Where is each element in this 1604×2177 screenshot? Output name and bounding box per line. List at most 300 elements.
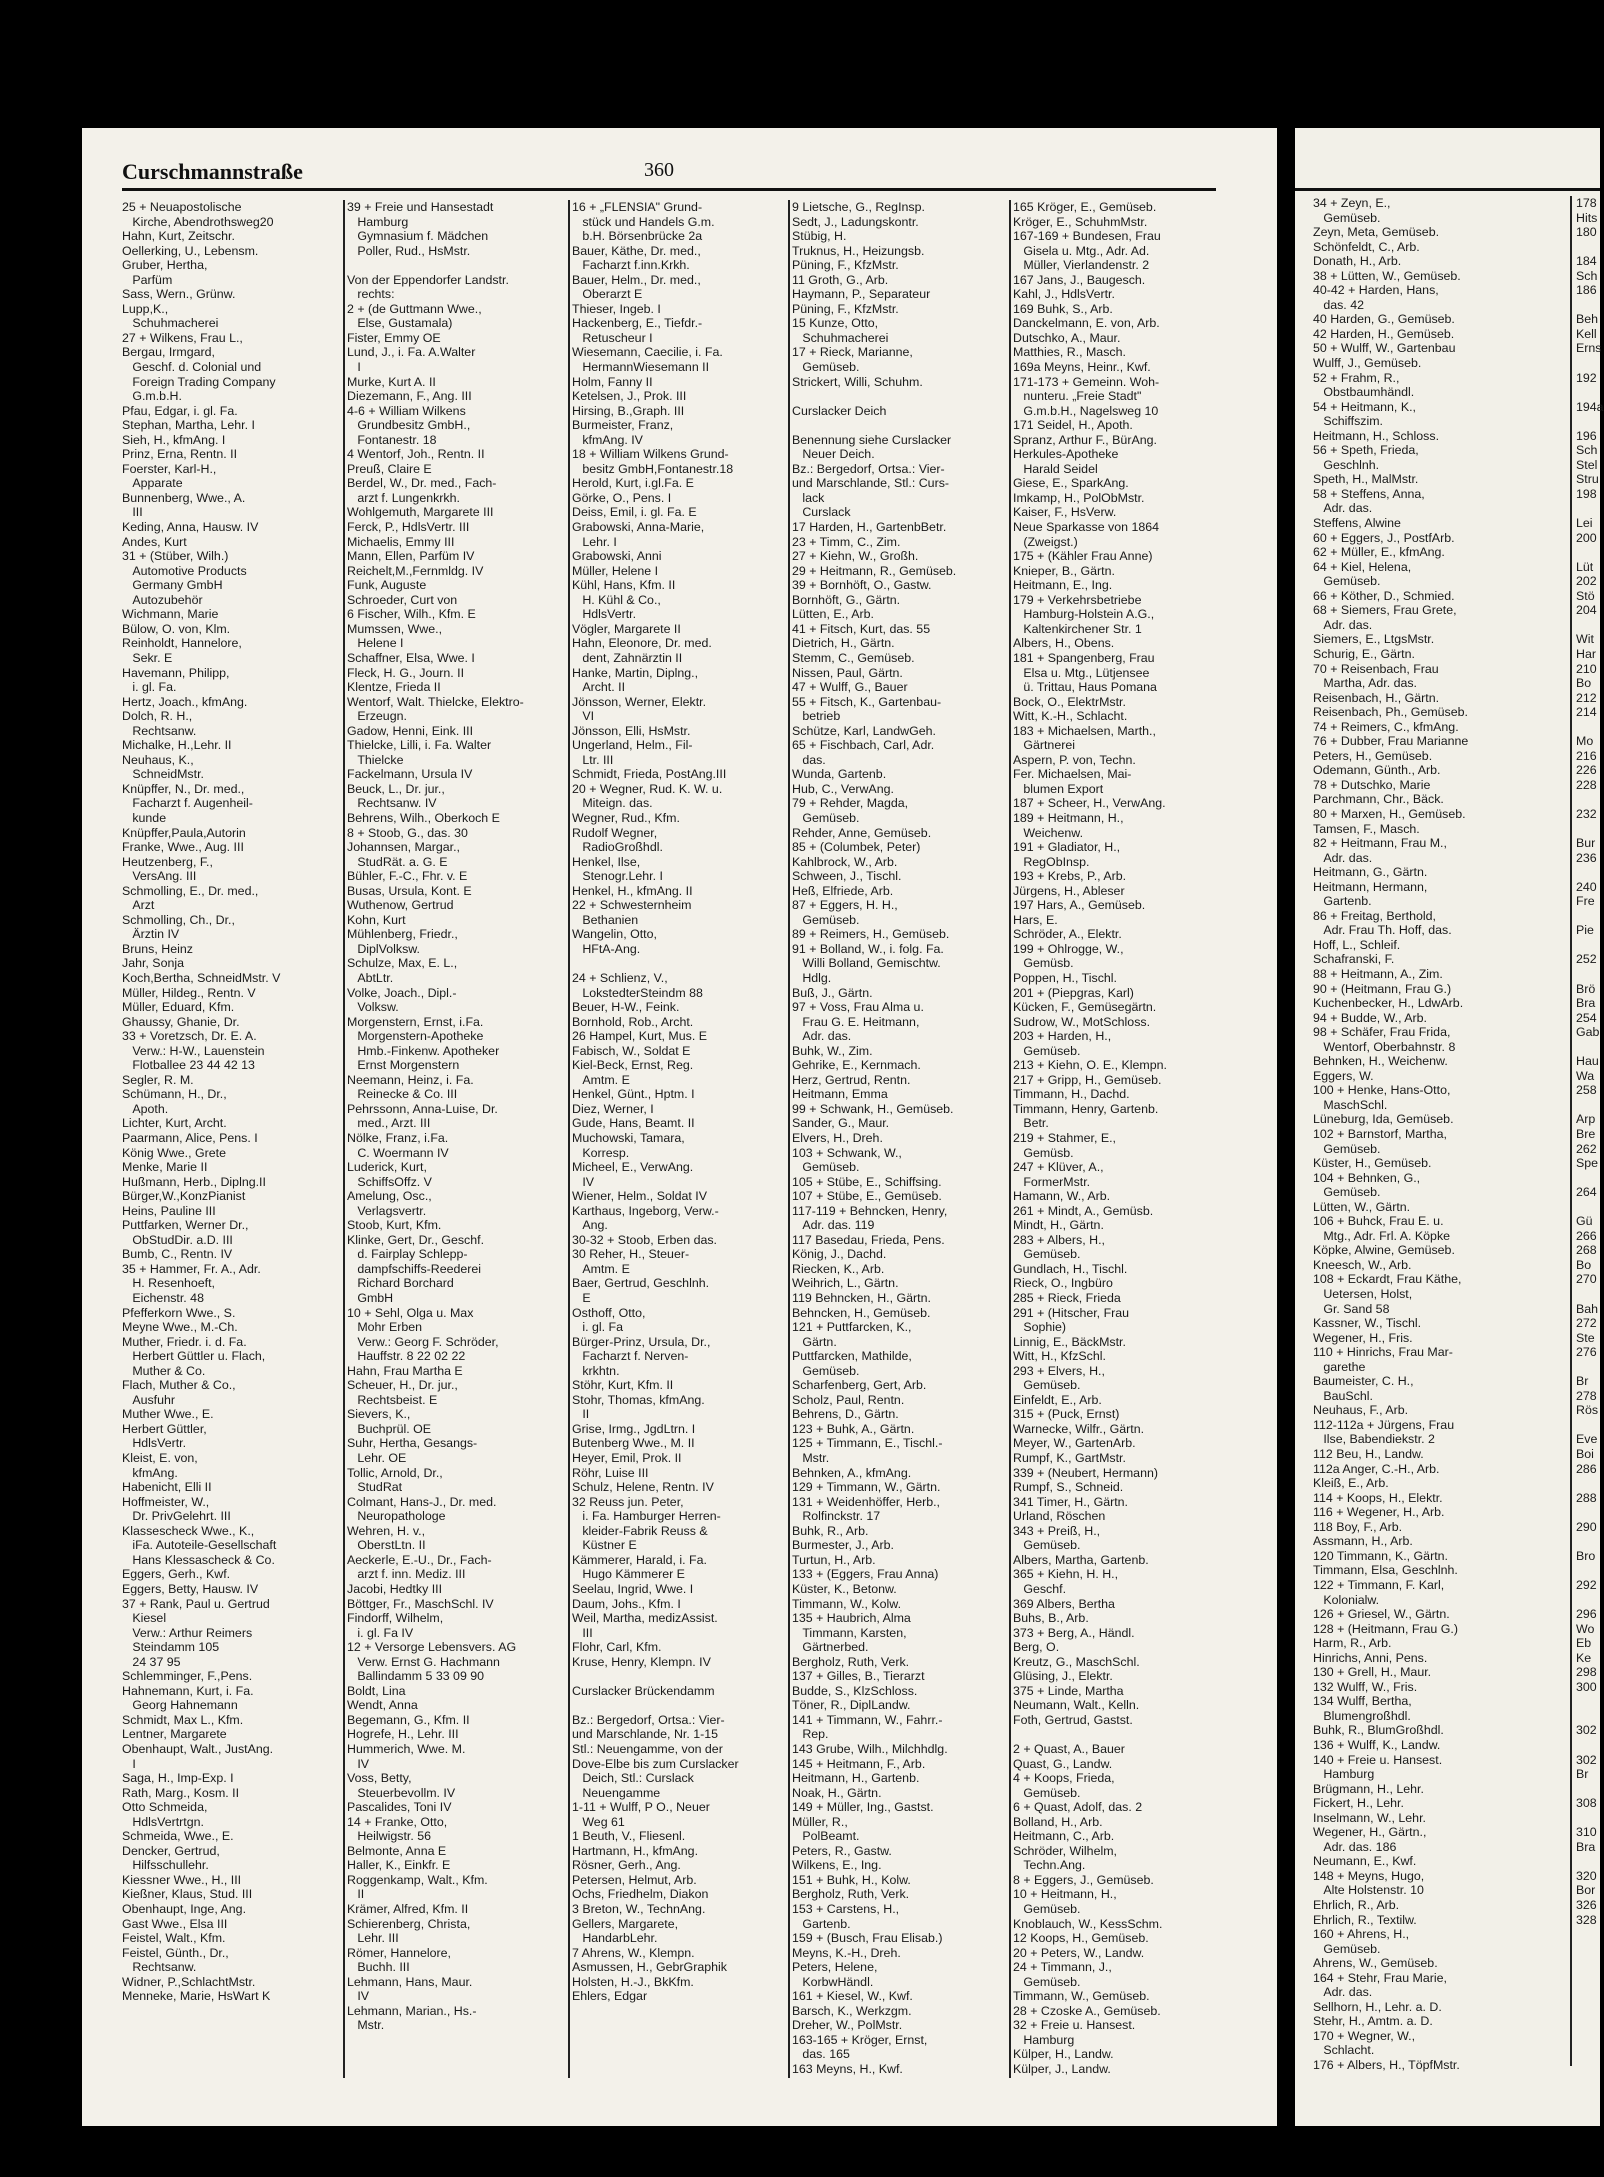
directory-entry: Bock, O., ElektrMstr. [1013, 694, 1126, 709]
directory-entry: Heilwigstr. 56 [347, 1829, 432, 1844]
directory-entry: blumen Export [1013, 781, 1104, 796]
directory-entry: Schafranski, F. [1313, 952, 1395, 967]
directory-column-1 [122, 200, 342, 2080]
directory-entry: Röhr, Luise III [572, 1465, 649, 1480]
directory-entry: Lüt [1576, 559, 1594, 574]
directory-entry: Obenhaupt, Inge, Ang. [122, 1901, 247, 1916]
directory-entry: Rösner, Gerh., Ang. [572, 1858, 681, 1873]
directory-entry: Behrens, D., Gärtn. [792, 1407, 899, 1422]
directory-entry: Schlemminger, F.,Pens. [122, 1669, 253, 1684]
directory-entry: 320 [1576, 1868, 1597, 1883]
directory-entry: Römer, Hannelore, [347, 1945, 451, 1960]
directory-entry: Helene I [347, 636, 404, 651]
directory-entry: Murke, Kurt A. II [347, 374, 436, 389]
directory-entry: Diez, Werner, I [572, 1101, 654, 1116]
directory-entry: I [122, 1756, 136, 1771]
directory-entry: Schmeida, Wwe., E. [122, 1829, 234, 1844]
directory-entry: Kleist, E. von, [122, 1451, 198, 1466]
directory-entry: Sekr. E [122, 650, 173, 665]
directory-entry: 7 Ahrens, W., Klempn. [572, 1945, 695, 1960]
directory-entry: Grundbesitz GmbH., [347, 418, 471, 433]
directory-entry: Hamburg [1013, 2032, 1075, 2047]
directory-entry: 106 + Buhck, Frau E. u. [1313, 1214, 1444, 1229]
directory-entry: 29 + Heitmann, R., Gemüseb. [792, 563, 957, 578]
directory-entry: Kießner, Klaus, Stud. III [122, 1887, 253, 1902]
directory-entry: 91 + Bolland, W., i. folg. Fa. [792, 941, 944, 956]
directory-entry: GmbH [347, 1291, 394, 1306]
directory-entry: Else, Gustamala) [347, 316, 453, 331]
directory-entry: Obenhaupt, Walt., JustAng. [122, 1741, 274, 1756]
directory-entry: Neuhaus, K., [122, 752, 194, 767]
street-heading: Curschmannstraße [122, 159, 303, 184]
directory-entry: Heitmann, Hermann, [1313, 879, 1428, 894]
directory-entry: Peters, H., Gemüseb. [1313, 748, 1433, 763]
directory-entry: Willi Bolland, Gemischtw. [792, 956, 941, 971]
directory-entry: Hub, C., VerwAng. [792, 781, 894, 796]
directory-entry: 27 + Kiehn, W., Großh. [792, 549, 919, 564]
directory-column-2 [347, 200, 567, 2080]
directory-entry: Eb [1576, 1636, 1592, 1651]
directory-entry: Petersen, Helmut, Arb. [572, 1872, 697, 1887]
directory-entry [572, 1698, 787, 1713]
directory-entry: Bornhold, Rob., Archt. [572, 1014, 694, 1029]
directory-entry: 217 + Gripp, H., Gemüseb. [1013, 1072, 1162, 1087]
directory-entry: Kiesel [122, 1611, 167, 1626]
directory-entry: 32 + Freie u. Hansest. [1013, 2018, 1136, 2033]
directory-entry: Wegener, H., Gärtn., [1313, 1825, 1427, 1840]
directory-entry: Gude, Hans, Beamt. II [572, 1116, 695, 1131]
directory-entry: Gemüseb. [1013, 1247, 1081, 1262]
right-page-header-rule [1295, 188, 1600, 191]
directory-entry: Verlagsvertr. [347, 1203, 427, 1218]
directory-entry: Richard Borchard [347, 1276, 454, 1291]
directory-entry: Autozubehör [122, 592, 203, 607]
directory-entry: I [347, 360, 361, 375]
directory-entry: Micheel, E., VerwAng. [572, 1160, 694, 1175]
directory-entry: Hoff, L., Schleif. [1313, 937, 1401, 952]
directory-entry: Buchh. III [347, 1960, 410, 1975]
directory-entry: Widner, P.,SchlachtMstr. [122, 1974, 256, 1989]
directory-entry: 117-119 + Behncken, Henry, [792, 1203, 948, 1218]
directory-entry: Amelung, Osc., [347, 1189, 432, 1204]
directory-entry: Kuchenbecker, H., LdwArb. [1313, 996, 1464, 1011]
directory-entry: Danckelmann, E. von, Arb. [1013, 316, 1160, 331]
directory-entry: Reisenbach, Ph., Gemüseb. [1313, 705, 1468, 720]
directory-entry: dampfschiffs-Reederei [347, 1261, 482, 1276]
directory-entry: Kneesch, W., Arb. [1313, 1257, 1412, 1272]
directory-entry: 35 + Hammer, Fr. A., Adr. [122, 1261, 261, 1276]
directory-entry: 181 + Spangenberg, Frau [1013, 650, 1155, 665]
directory-entry: Sch [1576, 443, 1598, 458]
directory-entry: Matthies, R., Masch. [1013, 345, 1126, 360]
directory-entry: Stohr, Thomas, kfmAng. [572, 1392, 705, 1407]
directory-entry: Betr. [1013, 1116, 1049, 1131]
directory-entry: Butenberg Wwe., M. II [572, 1436, 695, 1451]
directory-entry: Mstr. [347, 2018, 385, 2033]
directory-entry: Meyns, K.-H., Dreh. [792, 1945, 901, 1960]
directory-entry: Adr. das. 186 [1313, 1839, 1397, 1854]
directory-entry: Pfau, Edgar, i. gl. Fa. [122, 403, 238, 418]
directory-entry: Wendt, Anna [347, 1698, 418, 1713]
directory-entry: 143 Grube, Wilh., Milchhdlg. [792, 1741, 948, 1756]
directory-entry: Gemüseb. [1313, 574, 1381, 589]
directory-entry: 236 [1576, 850, 1597, 865]
directory-entry: Hußmann, Herb., Diplng.II [122, 1174, 266, 1189]
directory-entry: Facharzt f. Augenheil- [122, 796, 253, 811]
directory-entry: 87 + Eggers, H. H., [792, 898, 898, 913]
directory-entry: Hinrichs, Anni, Pens. [1313, 1650, 1428, 1665]
directory-entry: Korresp. [572, 1145, 630, 1160]
directory-entry: kunde [122, 810, 167, 825]
directory-entry: Hanke, Martin, Diplng., [572, 665, 699, 680]
directory-entry: Quast, G., Landw. [1013, 1756, 1113, 1771]
directory-entry: Wulff, J., Gemüseb. [1313, 356, 1422, 371]
directory-entry: ObStudDir. a.D. III [122, 1232, 233, 1247]
directory-entry: 23 + Timm, C., Zim. [792, 534, 901, 549]
directory-entry: Pascalides, Toni IV [347, 1800, 452, 1815]
directory-entry: Kiel-Beck, Ernst, Reg. [572, 1058, 694, 1073]
directory-entry: Karthaus, Ingeborg, Verw.- [572, 1203, 719, 1218]
directory-entry: Siemers, E., LtgsMstr. [1313, 632, 1435, 647]
directory-entry: Apoth. [122, 1101, 169, 1116]
directory-entry: (Zweigst.) [1013, 534, 1078, 549]
directory-entry: 137 + Gilles, B., Tierarzt [792, 1669, 925, 1684]
directory-entry: Foth, Gertrud, Gastst. [1013, 1712, 1133, 1727]
directory-entry: Muther, Friedr. i. d. Fa. [122, 1334, 247, 1349]
directory-entry: Herkules-Apotheke [1013, 447, 1119, 462]
directory-entry: 114 + Koops, H., Elektr. [1313, 1490, 1443, 1505]
directory-entry: Lehr. III [347, 1931, 399, 1946]
directory-entry: Peters, Helene, [792, 1960, 878, 1975]
directory-entry: Steuerbevollm. IV [347, 1785, 456, 1800]
directory-entry: 226 [1576, 763, 1597, 778]
directory-entry [1576, 298, 1600, 313]
directory-entry: StudRät. a. G. E [347, 854, 448, 869]
directory-entry: Stenogr.Lehr. I [572, 869, 663, 884]
directory-entry: Spe [1576, 1156, 1599, 1171]
directory-entry: Heitmann, G., Gärtn. [1313, 865, 1428, 880]
directory-entry: Kiessner Wwe., H., III [122, 1872, 242, 1887]
directory-entry: Ang. [572, 1218, 608, 1233]
directory-entry: Curslacker Brückendamm [572, 1683, 715, 1698]
directory-entry: Hahnemann, Kurt, i. Fa. [122, 1683, 254, 1698]
directory-entry [1576, 1505, 1600, 1520]
directory-entry: 100 + Henke, Hans-Otto, [1313, 1083, 1451, 1098]
directory-entry: Puttfarcken, Mathilde, [792, 1349, 912, 1364]
directory-entry: Boldt, Lina [347, 1683, 406, 1698]
directory-entry: das. 42 [1313, 297, 1364, 312]
directory-entry: Ernst Morgenstern [347, 1058, 460, 1073]
directory-entry: 203 + Harden, H., [1013, 1029, 1112, 1044]
directory-entry: Herold, Kurt, i.gl.Fa. E [572, 476, 694, 491]
directory-entry: Herbert Güttler, [122, 1421, 207, 1436]
directory-entry: Neumann, Walt., Kelln. [1013, 1698, 1140, 1713]
directory-entry: Schuhmacherei [122, 316, 219, 331]
directory-entry: Giese, E., SparkAng. [1013, 476, 1129, 491]
directory-entry: Hartmann, H., kfmAng. [572, 1843, 699, 1858]
directory-entry: Adr. das. 119 [792, 1218, 875, 1233]
directory-entry: 132 Wulff, W., Fris. [1313, 1679, 1418, 1694]
directory-entry: Busas, Ursula, Kont. E [347, 883, 472, 898]
directory-entry: Bunnenberg, Wwe., A. [122, 490, 246, 505]
directory-entry: Ste [1576, 1330, 1595, 1345]
directory-entry: Arp [1576, 1112, 1596, 1127]
directory-entry: Ungerland, Helm., Fil- [572, 738, 693, 753]
directory-entry: betrieb [792, 709, 841, 724]
directory-entry: Puttfarken, Werner Dr., [122, 1218, 249, 1233]
directory-entry: Köpke, Alwine, Gemüseb. [1313, 1243, 1455, 1258]
directory-entry: 119 Behncken, H., Gärtn. [792, 1291, 931, 1306]
directory-entry: Vögler, Margarete II [572, 621, 681, 636]
directory-entry: Weihrich, L., Gärtn. [792, 1276, 899, 1291]
directory-entry: Bauer, Helm., Dr. med., [572, 272, 701, 287]
directory-entry: 192 [1576, 370, 1597, 385]
directory-entry: Lütten, W., Gärtn. [1313, 1199, 1411, 1214]
directory-entry: 283 + Albers, H., [1013, 1232, 1105, 1247]
directory-entry: Fickert, H., Lehr. [1313, 1796, 1404, 1811]
directory-entry: Töner, R., DiplLandw. [792, 1698, 911, 1713]
directory-entry: d. Fairplay Schlepp- [347, 1247, 468, 1262]
directory-entry: Eichenstr. 48 [122, 1291, 204, 1306]
directory-entry [1576, 385, 1600, 400]
directory-entry: Preuß, Claire E [347, 461, 432, 476]
directory-entry: Mohr Erben [347, 1320, 423, 1335]
directory-entry: Bur [1576, 836, 1596, 851]
directory-entry: Archt. II [572, 680, 626, 695]
directory-entry [1576, 618, 1600, 633]
directory-entry: lack [792, 490, 825, 505]
directory-entry: G.m.b.H., Nagelsweg 10 [1013, 403, 1159, 418]
directory-entry: Bruns, Heinz [122, 941, 193, 956]
directory-entry: Verw.: Georg F. Schröder, [347, 1334, 499, 1349]
directory-entry: Lehmann, Hans, Maur. [347, 1974, 473, 1989]
directory-entry: Schaffner, Elsa, Wwe. I [347, 650, 475, 665]
directory-entry: 80 + Marxen, H., Gemüseb. [1313, 806, 1466, 821]
directory-entry [1576, 356, 1600, 371]
directory-entry: 52 + Frahm, R., [1313, 370, 1400, 385]
directory-entry: Baumeister, C. H., [1313, 1374, 1414, 1389]
header-rule [122, 188, 1216, 191]
directory-entry: VI [572, 709, 595, 724]
directory-entry: Ltr. III [572, 752, 614, 767]
directory-entry: Sellhorn, H., Lehr. a. D. [1313, 1999, 1442, 2014]
directory-entry: Neuer Deich. [792, 447, 875, 462]
directory-entry: 2 + Quast, A., Bauer [1013, 1741, 1125, 1756]
directory-entry: 4 + Koops, Frieda, [1013, 1771, 1115, 1786]
directory-entry: Jönsson, Werner, Elektr. [572, 694, 707, 709]
directory-entry: Küster, H., Gemüseb. [1313, 1156, 1432, 1171]
directory-entry: Thielcke [347, 752, 404, 767]
directory-entry: Lentner, Margarete [122, 1727, 227, 1742]
directory-entry: Ärztin IV [122, 927, 180, 942]
directory-entry: Böttger, Fr., MaschSchl. IV [347, 1596, 494, 1611]
directory-entry: dent, Zahnärztin II [572, 650, 683, 665]
directory-entry: Hdlg. [792, 970, 832, 985]
directory-entry: Volksw. [347, 1000, 399, 1015]
directory-entry: Hamburg [1313, 1767, 1375, 1782]
directory-entry: Koch,Bertha, SchneidMstr. V [122, 970, 281, 985]
directory-entry: Berg, O. [1013, 1640, 1060, 1655]
directory-entry [1576, 1287, 1600, 1302]
directory-column-4 [792, 200, 1008, 2080]
directory-entry: 117 Basedau, Frieda, Pens. [792, 1232, 945, 1247]
directory-entry: 341 Timer, H., Gärtn. [1013, 1494, 1128, 1509]
directory-entry: 170 + Wegner, W., [1313, 2028, 1416, 2043]
directory-entry: 180 [1576, 225, 1597, 240]
directory-entry: Hogrefe, H., Lehr. III [347, 1727, 459, 1742]
directory-entry: Reinholdt, Hannelore, [122, 636, 242, 651]
directory-entry: Behncken, H., Gemüseb. [792, 1305, 931, 1320]
directory-entry: Rep. [792, 1727, 829, 1742]
directory-entry: Bre [1576, 1127, 1596, 1141]
directory-entry: Kämmerer, Harald, i. Fa. [572, 1552, 707, 1567]
right-column-b [1576, 196, 1604, 2096]
directory-entry: Ehrlich, R., Arb. [1313, 1897, 1400, 1912]
directory-entry: ü. Trittau, Haus Pomana [1013, 680, 1157, 695]
directory-entry: Buhk, R., BlumGroßhdl. [1313, 1723, 1444, 1738]
directory-entry: 296 [1576, 1607, 1597, 1622]
directory-entry: Dutschko, A., Maur. [1013, 330, 1121, 345]
directory-entry: 194a [1576, 399, 1604, 414]
directory-entry: 39 + Bornhöft, O., Gastw. [792, 578, 932, 593]
directory-entry: Saga, H., Imp-Exp. I [122, 1771, 234, 1786]
directory-entry: Nissen, Paul, Gärtn. [792, 665, 903, 680]
directory-entry: Kirche, Abendrothsweg20 [122, 214, 274, 229]
directory-entry: 169a Meyns, Heinr., Kwf. [1013, 360, 1151, 375]
directory-entry: 8 + Eggers, J., Gemüseb. [1013, 1872, 1154, 1887]
directory-column-3 [572, 200, 787, 2080]
directory-entry: 31 + (Stüber, Wilh.) [122, 549, 229, 564]
directory-entry: 38 + Lütten, W., Gemüseb. [1313, 268, 1461, 283]
directory-entry: Wegener, H., Fris. [1313, 1330, 1413, 1345]
directory-entry: SchneidMstr. [122, 767, 204, 782]
directory-entry: Püning, F., KfzMstr. [792, 258, 899, 273]
directory-entry [572, 1669, 787, 1684]
directory-entry: Rechtsanw. [122, 723, 197, 738]
directory-entry: 169 Buhk, S., Arb. [1013, 301, 1113, 316]
directory-entry [1576, 414, 1600, 429]
directory-entry: Knüpffer,Paula,Autorin [122, 825, 246, 840]
directory-entry [1576, 1098, 1600, 1113]
directory-entry: Fister, Emmy OE [347, 330, 441, 345]
directory-entry: 17 Harden, H., GartenbBetr. [792, 520, 947, 535]
directory-entry: 184 [1576, 254, 1597, 269]
directory-entry: Franke, Wwe., Aug. III [122, 840, 244, 855]
directory-entry: 70 + Reisenbach, Frau [1313, 661, 1439, 676]
directory-entry: StudRat [347, 1480, 403, 1495]
directory-entry: Truknus, H., Heizungsb. [792, 243, 925, 258]
directory-entry: Reisenbach, H., Gärtn. [1313, 690, 1440, 705]
directory-entry: Weil, Martha, medizAssist. [572, 1611, 718, 1626]
directory-entry: Sophie) [1013, 1320, 1067, 1335]
directory-entry: Gemüseb. [1013, 1901, 1081, 1916]
directory-entry: H. Resenhoeft, [122, 1276, 215, 1291]
directory-entry: 191 + Gladiator, H., [1013, 840, 1121, 855]
directory-entry: Elsa u. Mtg., Lütjensee [1013, 665, 1150, 680]
directory-entry: Imkamp, H., PolObMstr. [1013, 490, 1145, 505]
directory-entry: 136 + Wulff, K., Landw. [1313, 1737, 1441, 1752]
directory-entry: Oellerking, U., Lebensm. [122, 243, 259, 258]
directory-entry: Reichelt,M.,Fernmldg. IV [347, 563, 484, 578]
directory-entry: LokstedterSteindm 88 [572, 985, 703, 1000]
directory-entry: i. gl. Fa. [122, 680, 177, 695]
directory-entry: Glüsing, J., Elektr. [1013, 1669, 1113, 1684]
directory-entry: Bz.: Bergedorf, Ortsa.: Vier- [572, 1712, 725, 1727]
directory-entry: Rolfinckstr. 17 [792, 1509, 881, 1524]
directory-entry: III [572, 1625, 593, 1640]
directory-entry: Ehrlich, R., Textilw. [1313, 1912, 1417, 1927]
directory-entry: Geschf. d. Colonial und [122, 360, 262, 375]
directory-entry: Rechtsanw. IV [347, 796, 437, 811]
directory-entry: 33 + Voretzsch, Dr. E. A. [122, 1029, 257, 1044]
directory-entry: Heitmann, E., Ing. [1013, 578, 1113, 593]
directory-entry: 3 Breton, W., TechnAng. [572, 1901, 706, 1916]
directory-entry: Bra [1576, 996, 1596, 1011]
directory-entry: Haymann, P., Separateur [792, 287, 931, 302]
directory-entry: 122 + Timmann, F. Karl, [1313, 1577, 1445, 1592]
directory-entry: Benennung siehe Curslacker [792, 432, 952, 447]
directory-entry: Schroeder, Curt von [347, 592, 458, 607]
directory-entry: Segler, R. M. [122, 1072, 194, 1087]
directory-entry: 135 + Haubrich, Alma [792, 1611, 911, 1626]
directory-entry: Gast Wwe., Elsa III [122, 1916, 228, 1931]
directory-entry: Kahlbrock, W., Arb. [792, 854, 898, 869]
directory-entry: 66 + Köther, D., Schmied. [1313, 588, 1455, 603]
directory-entry: OberstLtn. II [347, 1538, 426, 1553]
directory-entry: Lütten, E., Arb. [792, 607, 874, 622]
directory-entry: 202 [1576, 574, 1597, 589]
directory-entry [1576, 1200, 1600, 1215]
directory-entry: 328 [1576, 1912, 1597, 1927]
directory-entry: 103 + Schwank, W., [792, 1145, 902, 1160]
directory-entry: Stehr, H., Amtm. a. D. [1313, 2014, 1433, 2029]
directory-entry: 6 + Quast, Adolf, das. 2 [1013, 1800, 1143, 1815]
directory-entry: Alte Holstenstr. 10 [1313, 1883, 1424, 1898]
directory-entry: 82 + Heitmann, Frau M., [1313, 836, 1447, 851]
directory-entry: Noak, H., Gärtn. [792, 1785, 882, 1800]
directory-entry: Riecken, K., Arb. [792, 1261, 885, 1276]
directory-entry: Bra [1576, 1839, 1596, 1854]
directory-entry: Meyne Wwe., M.-Ch. [122, 1320, 238, 1335]
directory-entry: 86 + Freitag, Berthold, [1313, 908, 1436, 923]
directory-entry: Heutzenberg, F., [122, 854, 213, 869]
directory-entry: Thielcke, Lilli, i. Fa. Walter [347, 738, 492, 753]
directory-entry: Bah [1576, 1301, 1599, 1316]
directory-entry: Kühl, Hans, Kfm. II [572, 578, 676, 593]
directory-entry: kfmAng. IV [572, 432, 643, 447]
directory-entry: 121 + Puttfarcken, K., [792, 1320, 912, 1335]
directory-entry [1576, 501, 1600, 516]
directory-entry: Müller, Vierlandenstr. 2 [1013, 258, 1150, 273]
directory-entry: 27 + Wilkens, Frau L., [122, 330, 243, 345]
directory-entry: Linnig, E., BäckMstr. [1013, 1334, 1126, 1349]
directory-entry: Timmann, Karsten, [792, 1625, 907, 1640]
directory-entry: Mann, Ellen, Parfüm IV [347, 549, 475, 564]
directory-entry: Kreutz, G., MaschSchl. [1013, 1654, 1140, 1669]
directory-entry: Witt, K.-H., Schlacht. [1013, 709, 1128, 724]
directory-entry: Burmester, J., Arb. [792, 1538, 894, 1553]
directory-entry: Heyer, Emil, Prok. II [572, 1451, 682, 1466]
directory-entry: Parchmann, Chr., Bäck. [1313, 792, 1444, 807]
directory-entry: Wegner, Rud., Kfm. [572, 810, 680, 825]
directory-entry: 213 + Kiehn, O. E., Klempn. [1013, 1058, 1167, 1073]
directory-entry: Hamann, W., Arb. [1013, 1189, 1111, 1204]
directory-entry: Mtg., Adr. Frl. A. Köpke [1313, 1228, 1451, 1243]
directory-entry: 149 + Müller, Ing., Gastst. [792, 1800, 934, 1815]
directory-entry: Scheuer, H., Dr. jur., [347, 1378, 458, 1393]
directory-entry: 270 [1576, 1272, 1597, 1287]
directory-entry: 30 Reher, H., Steuer- [572, 1247, 690, 1262]
